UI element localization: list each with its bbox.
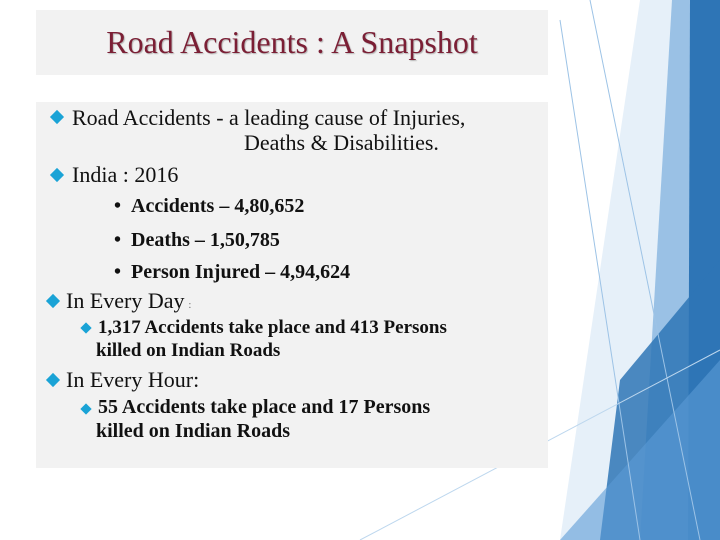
bullet-1-line-2: Deaths & Disabilities. — [244, 130, 439, 155]
sub-bullet-dot: • — [114, 261, 122, 283]
sub-bullet-dot: • — [114, 195, 122, 217]
sub-item-deaths — [114, 229, 280, 252]
sub-item-deaths-text: Deaths – 1,50,785 — [131, 229, 280, 251]
bullet-1-line-1: Road Accidents - a leading cause of Injuries, — [72, 105, 466, 130]
sub-item-accidents-text: Accidents – 4,80,652 — [131, 195, 305, 217]
bullet-2-india-2016: India : 2016 — [72, 162, 179, 187]
every-day-detail-line-1: 1,317 Accidents take place and 413 Persons — [98, 317, 447, 338]
bullet-3-text: In Every Day — [66, 288, 185, 313]
every-hour-detail-line-1: 55 Accidents take place and 17 Persons — [98, 396, 431, 418]
sub-item-injured — [114, 261, 350, 284]
sub-item-injured-text: Person Injured – 4,94,624 — [131, 261, 351, 283]
title-panel — [36, 10, 548, 75]
sub-bullet-dot: • — [114, 229, 122, 251]
slide-title: Road Accidents : A Snapshot — [106, 24, 478, 60]
bullet-3-trailing-colon: : — [188, 300, 192, 311]
bullet-4-every-hour: In Every Hour: — [66, 367, 200, 392]
every-hour-detail-line-2: killed on Indian Roads — [96, 420, 290, 442]
sub-item-accidents — [114, 195, 304, 218]
every-day-detail-line-2: killed on Indian Roads — [96, 340, 281, 361]
bullet-3-every-day — [66, 288, 191, 314]
